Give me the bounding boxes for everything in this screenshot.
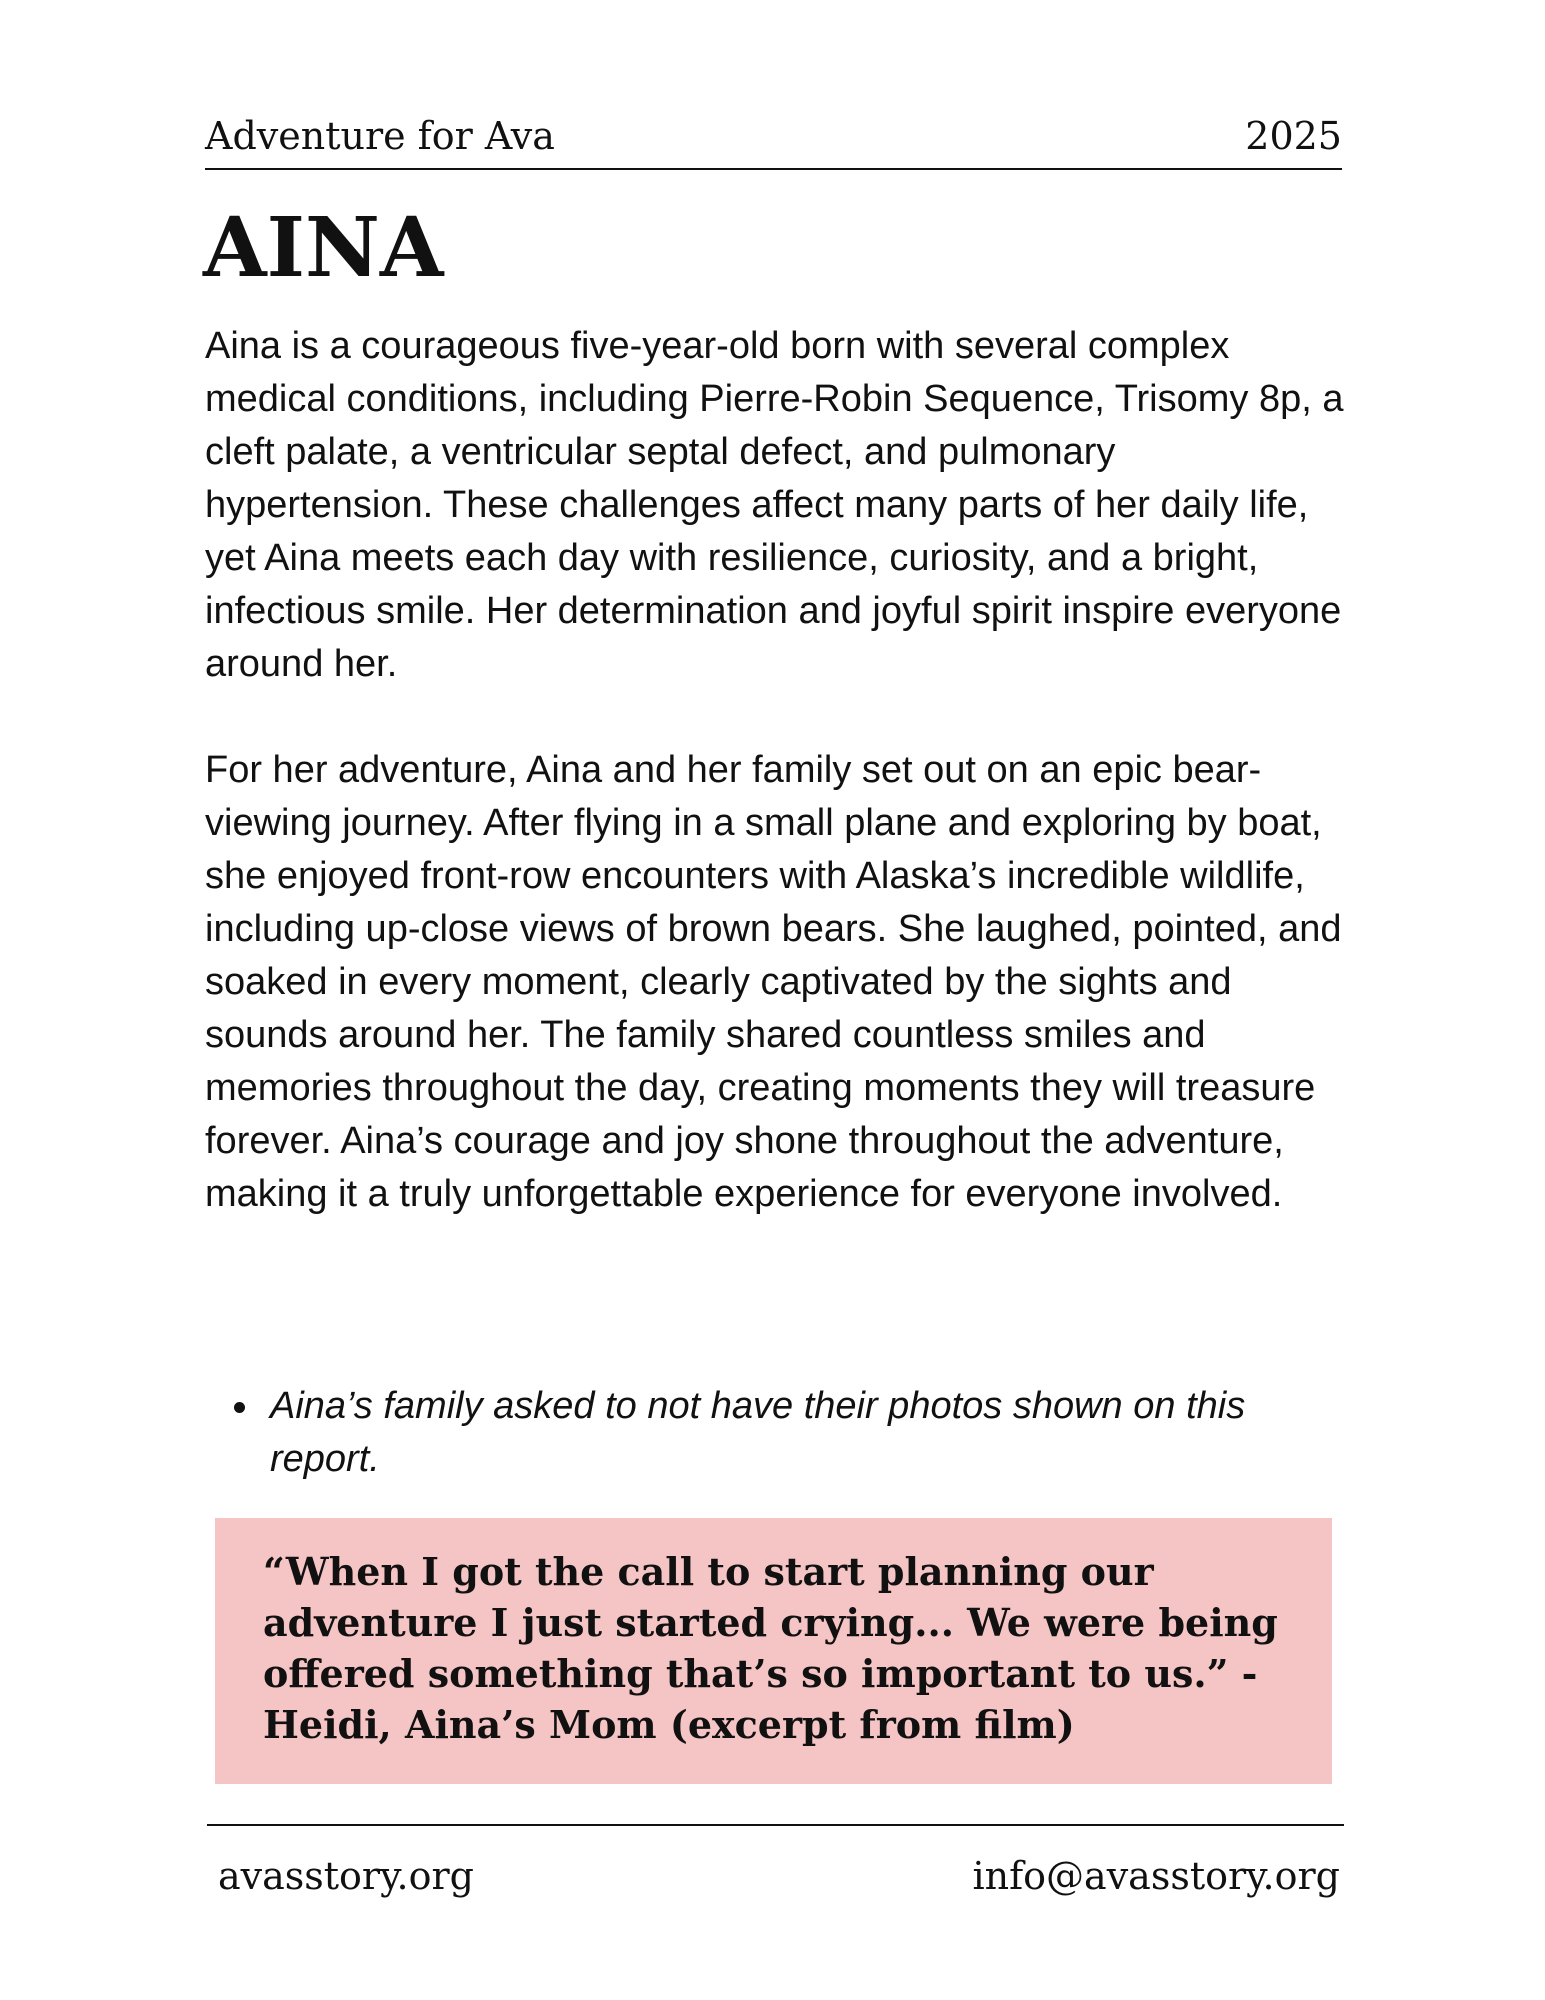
quote-box — [215, 1518, 1332, 1784]
page-header — [205, 112, 1342, 170]
photo-note-text: Aina’s family asked to not have their photos shown on this report. — [270, 1385, 1246, 1480]
bullet-icon — [234, 1402, 245, 1413]
photo-note-list — [205, 1380, 1345, 1486]
page-footer — [218, 1852, 1340, 1900]
intro-paragraph: Aina is a courageous five-year-old born with several complex medical conditions, including Pierre-Robin Sequence, Trisomy 8p, a cleft palate, a ventricular septal defect, and pulmonary hypertension. These challenges affect many parts of her daily life, yet Aina meets each day with resilience, curiosity, and a bright, infectious smile. Her determination and joyful spirit inspire everyone around her. — [205, 325, 1344, 685]
header-title: Adventure for Ava — [205, 114, 555, 158]
footer-divider — [207, 1824, 1344, 1826]
header-year: 2025 — [1245, 114, 1342, 158]
footer-email-link[interactable]: info@avasstory.org — [972, 1854, 1340, 1898]
photo-note-item — [270, 1380, 1345, 1486]
page-title: AINA — [203, 200, 444, 296]
adventure-paragraph: For her adventure, Aina and her family set out on an epic bear-viewing journey. After flying in a small plane and exploring by boat, she enjoyed front-row encounters with Alaska’s incredible wildlife, including up-close views of brown bears. She laughed, pointed, and soaked in every moment, clearly captivated by the sights and sounds around her. The family shared countless smiles and memories throughout the day, creating moments they will treasure forever. Aina’s courage and joy shone throughout the adventure, making it a truly unforgettable experience for everyone involved. — [205, 749, 1342, 1215]
footer-website-link[interactable]: avasstory.org — [218, 1854, 474, 1898]
quote-text: “When I got the call to start planning our adventure I just started crying... We were being offered something that’s so important to us.” - Heidi, Aina’s Mom (excerpt from film) — [263, 1549, 1278, 1747]
